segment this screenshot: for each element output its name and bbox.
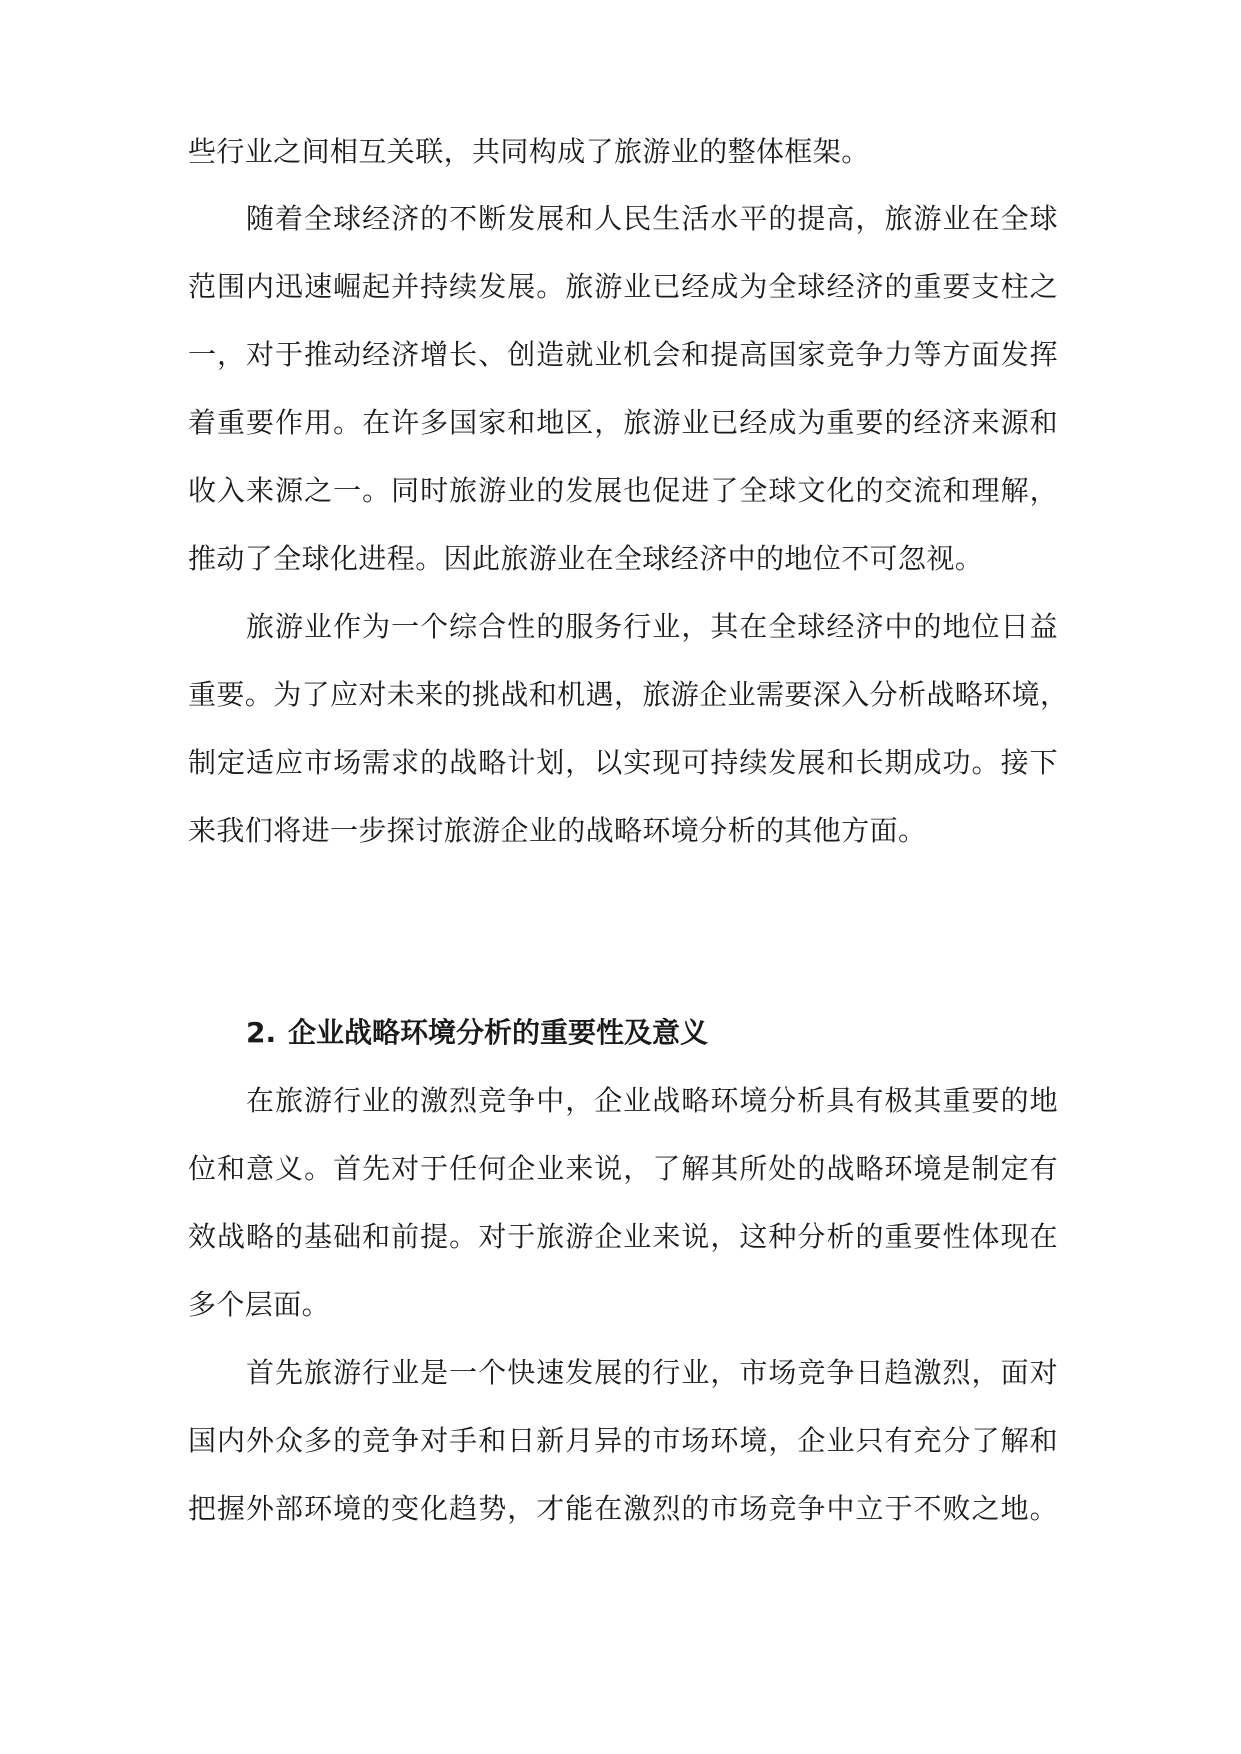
paragraph-line: 位和意义。首先对于任何企业来说，了解其所处的战略环境是制定有	[188, 1152, 1058, 1185]
paragraph-line: 多个层面。	[188, 1288, 331, 1321]
paragraph-line: 把握外部环境的变化趋势，才能在激烈的市场竞争中立于不败之地。	[188, 1492, 1058, 1525]
paragraph-line: 范围内迅速崛起并持续发展。旅游业已经成为全球经济的重要支柱之	[188, 270, 1058, 303]
section-heading	[246, 1013, 708, 1053]
paragraph-line: 首先旅游行业是一个快速发展的行业，市场竞争日趋激烈，面对	[246, 1356, 1058, 1389]
section-number: 2.	[246, 1016, 277, 1049]
paragraph-line: 些行业之间相互关联，共同构成了旅游业的整体框架。	[188, 135, 870, 168]
paragraph-line: 随着全球经济的不断发展和人民生活水平的提高，旅游业在全球	[246, 202, 1058, 235]
paragraph-line: 在旅游行业的激烈竞争中，企业战略环境分析具有极其重要的地	[246, 1084, 1058, 1117]
paragraph-line: 重要。为了应对未来的挑战和机遇，旅游企业需要深入分析战略环境，	[188, 678, 1069, 711]
paragraph-line: 来我们将进一步探讨旅游企业的战略环境分析的其他方面。	[188, 814, 927, 847]
section-title: 企业战略环境分析的重要性及意义	[288, 1016, 709, 1049]
paragraph-line: 收入来源之一。同时旅游业的发展也促进了全球文化的交流和理解，	[188, 474, 1058, 507]
paragraph-line: 国内外众多的竞争对手和日新月异的市场环境，企业只有充分了解和	[188, 1424, 1058, 1457]
paragraph-line: 着重要作用。在许多国家和地区，旅游业已经成为重要的经济来源和	[188, 406, 1058, 439]
paragraph-line: 旅游业作为一个综合性的服务行业，其在全球经济中的地位日益	[246, 610, 1058, 643]
paragraph-line: 推动了全球化进程。因此旅游业在全球经济中的地位不可忽视。	[188, 542, 984, 575]
paragraph-line: 效战略的基础和前提。对于旅游企业来说，这种分析的重要性体现在	[188, 1220, 1058, 1253]
paragraph-line: 一，对于推动经济增长、创造就业机会和提高国家竞争力等方面发挥	[188, 338, 1058, 371]
paragraph-line: 制定适应市场需求的战略计划，以实现可持续发展和长期成功。接下	[188, 746, 1058, 779]
